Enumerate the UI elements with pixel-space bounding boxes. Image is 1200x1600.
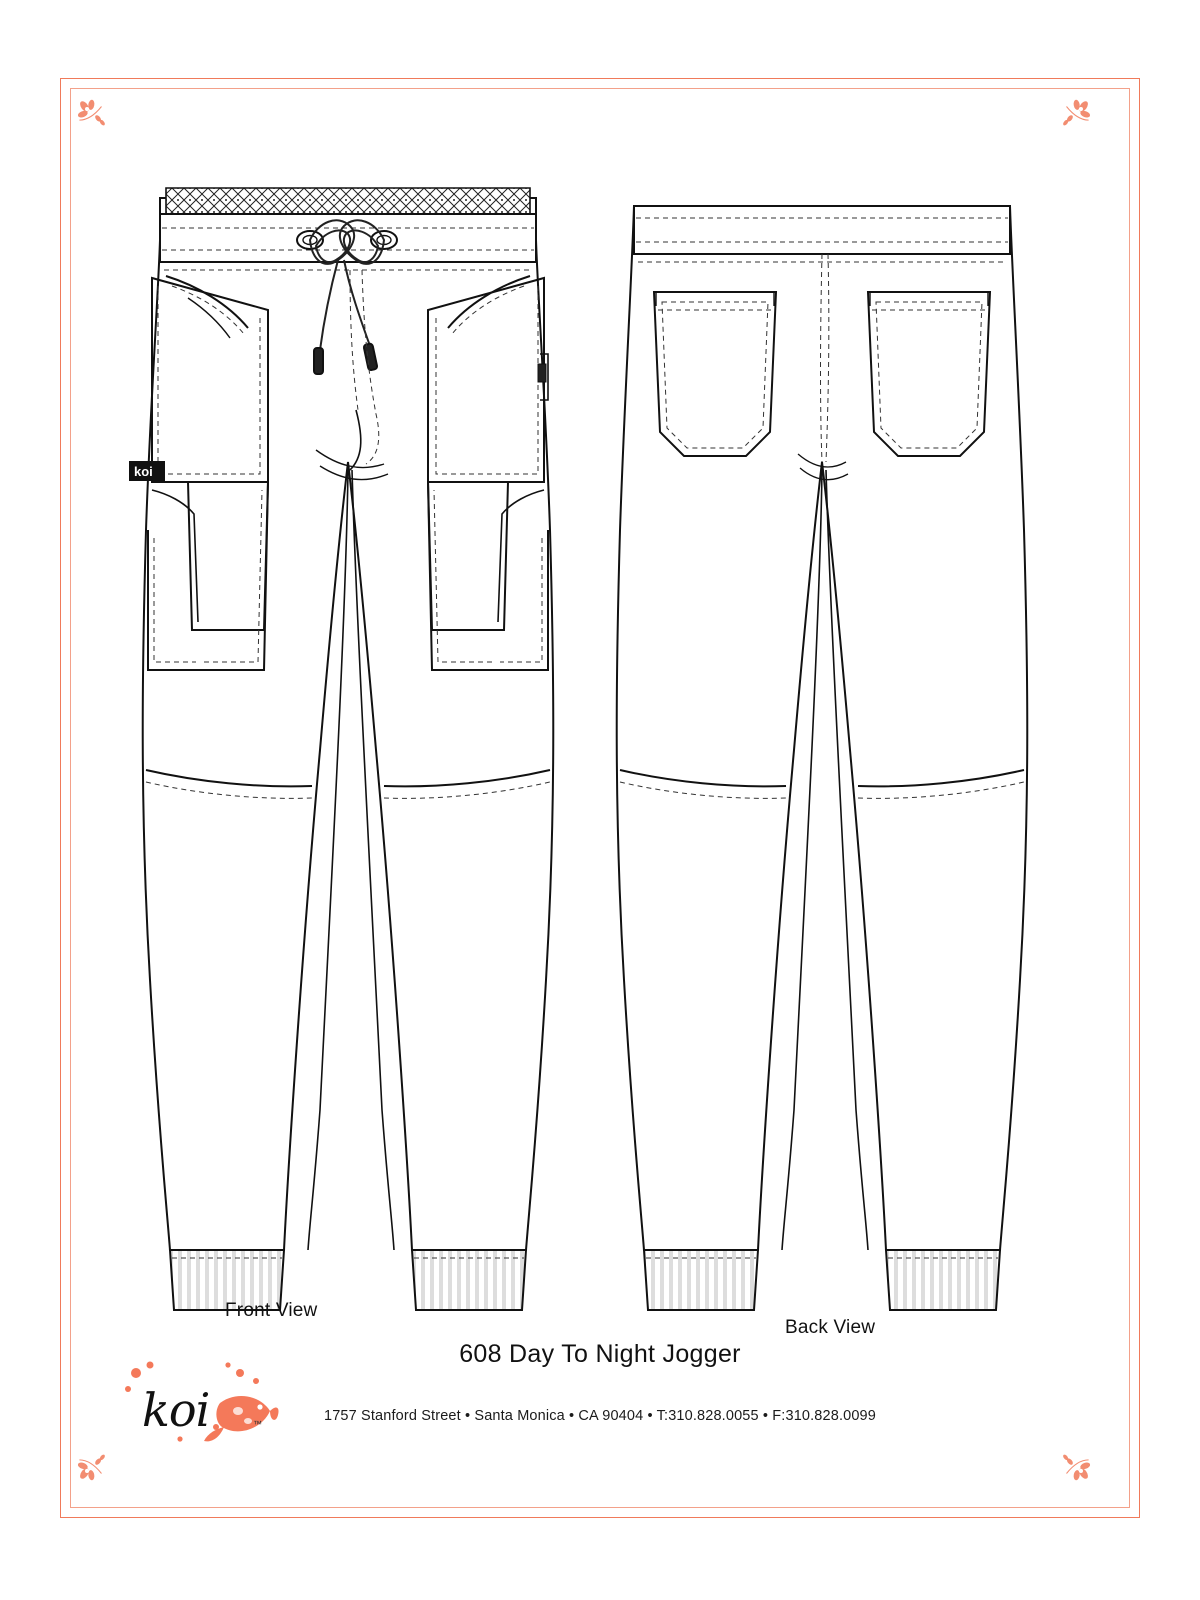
back-view-caption: Back View: [785, 1317, 876, 1338]
back-view-flat: [617, 206, 1028, 1310]
koi-brand-tag-icon: [130, 462, 164, 480]
company-address: 1757 Stanford Street • Santa Monica • CA 90404 • T:310.828.0055 • F:310.828.0099: [323, 1408, 876, 1424]
svg-text:koi: koi: [134, 464, 153, 479]
front-view-caption: Front View: [225, 1300, 318, 1321]
front-view-flat: [130, 188, 553, 1310]
technical-flat-drawings: [88, 110, 1112, 1370]
page-title: 608 Day To Night Jogger: [459, 1340, 741, 1368]
koi-logo-wordmark: koi: [142, 1383, 210, 1437]
trademark-symbol: ™: [253, 1419, 262, 1429]
koi-logo: [120, 1355, 280, 1455]
corner-flower-icon: [1058, 1448, 1092, 1482]
corner-flower-icon: [76, 1448, 110, 1482]
